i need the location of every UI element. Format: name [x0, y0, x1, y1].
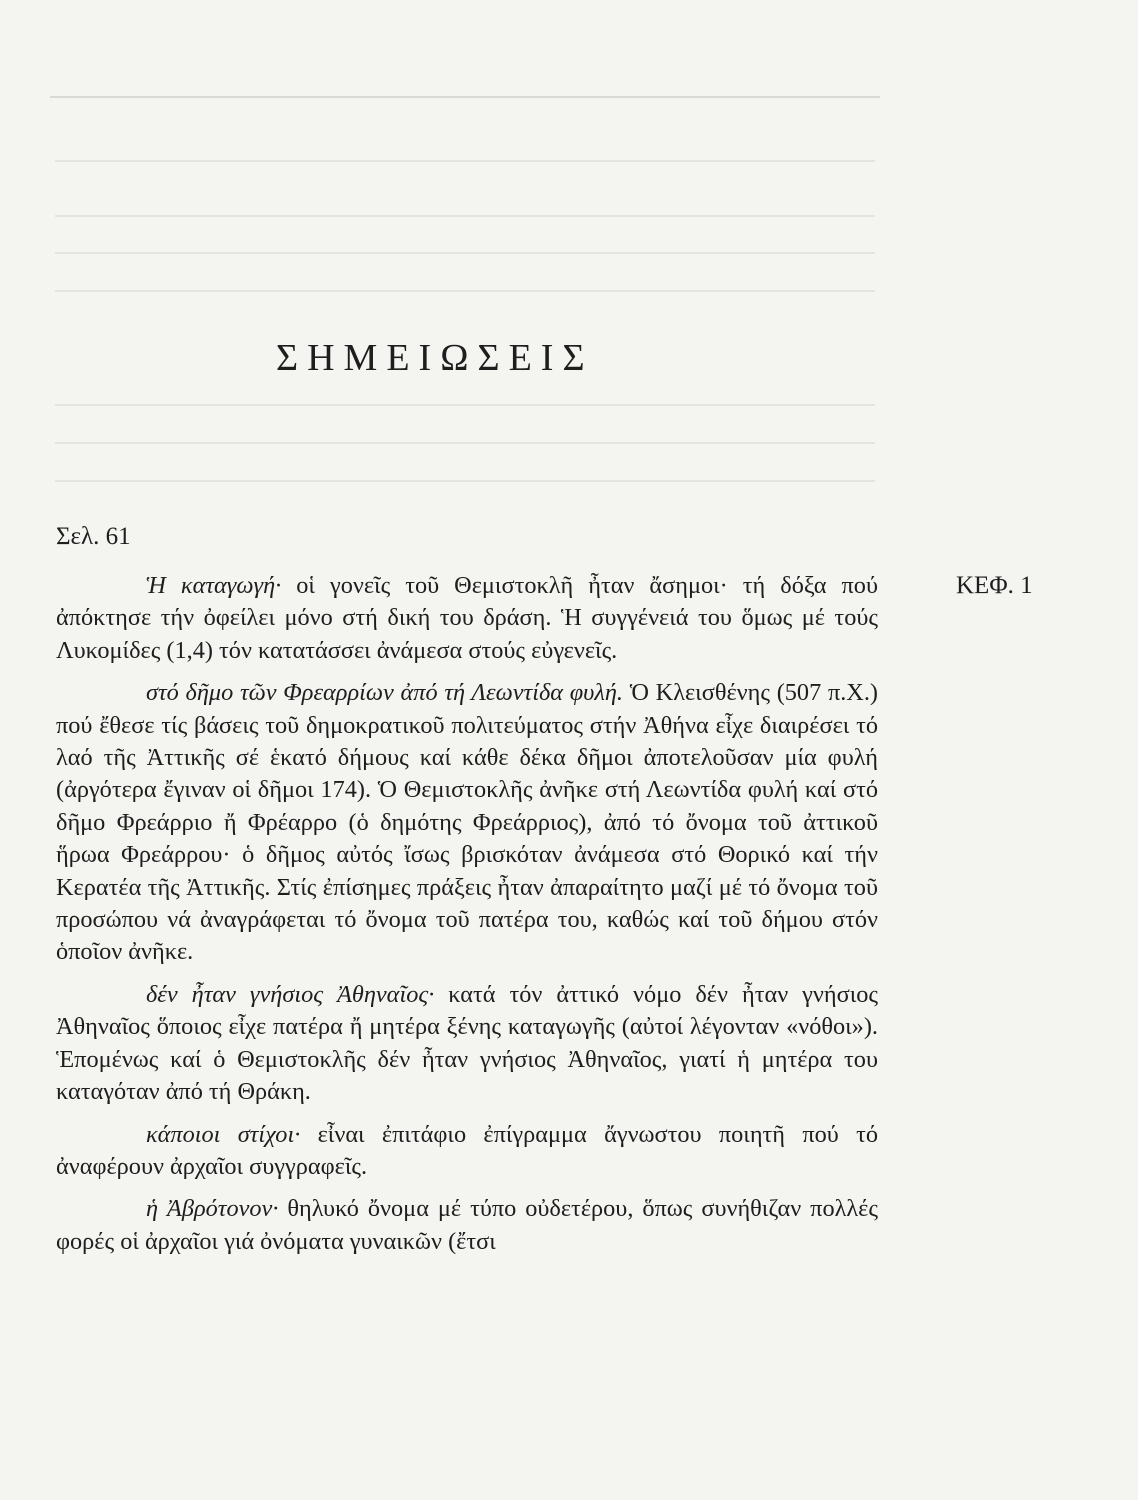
note-lemma: κάποιοι στίχοι·: [146, 1120, 301, 1148]
note-entry: [56, 1193, 878, 1258]
note-entry: [56, 979, 878, 1109]
notes-list: [56, 570, 878, 1268]
note-entry: [56, 570, 878, 667]
show-through-line: [55, 290, 875, 292]
show-through-line: [55, 442, 875, 444]
page-title: ΣΗΜΕΙΩΣΕΙΣ: [276, 337, 594, 379]
note-text: εἶναι ἐπιτάφιο ἐπίγραμμα ἄγνωστου ποιητῆ πού τό ἀναφέρουν ἀρχαῖοι συγγραφεῖς.: [56, 1120, 878, 1180]
note-text: οἱ γονεῖς τοῦ Θεμιστοκλῆ ἦταν ἄσημοι· τή δόξα πού ἀπόκτησε τήν ὀφείλει μόνο στή δική του δράση. Ἡ συγγένειά του ὅμως μέ τούς Λυκομίδες (1,4) τόν κατατάσσει ἀνάμεσα στούς εὐγενεῖς.: [56, 572, 878, 664]
show-through-line: [55, 160, 875, 162]
note-entry: [56, 1119, 878, 1184]
note-entry: [56, 677, 878, 969]
show-through-line: [55, 404, 875, 406]
chapter-label: ΚΕΦ. 1: [956, 572, 1033, 599]
show-through-line: [55, 252, 875, 254]
note-lemma: ἡ Ἀβρότονον·: [146, 1195, 279, 1223]
note-lemma: στό δῆμο τῶν Φρεαρρίων ἀπό τή Λεωντίδα φυλή.: [146, 679, 623, 707]
show-through-line: [55, 480, 875, 482]
show-through-header-rule: [50, 96, 880, 98]
note-text: θηλυκό ὄνομα μέ τύπο οὐδετέρου, ὅπως συνήθιζαν πολλές φορές οἱ ἀρχαῖοι γιά ὀνόματα γυναικῶν (ἔτσι: [56, 1195, 878, 1255]
note-lemma: Ἡ καταγωγή·: [146, 572, 282, 599]
note-text: Ὁ Κλεισθένης (507 π.Χ.) πού ἔθεσε τίς βάσεις τοῦ δημοκρατικοῦ πολιτεύματος στήν Ἀθήνα εἶχε διαιρέσει τό λαό τῆς Ἀττικῆς σέ ἑκατό δήμους καί κάθε δέκα δῆμοι ἀποτελοῦσαν μία φυλή (ἀργότερα ἔγιναν οἱ δῆμοι 174). Ὁ Θεμιστοκλῆς ἀνῆκε στή Λεωντίδα φυλή καί στό δῆμο Φρεάρριο ἤ Φρέαρρο (ὁ δημότης Φρεάρριος), ἀπό τό ὄνομα τοῦ ἀττικοῦ ἥρωα Φρεάρρου· ὁ δῆμος αὐτός ἴσως βρισκόταν ἀνάμεσα στό Θορικό καί τήν Κερατέα τῆς Ἀττικῆς. Στίς ἐπίσημες πράξεις ἦταν ἀπαραίτητο μαζί μέ τό ὄνομα τοῦ προσώπου νά ἀναγράφεται τό ὄνομα τοῦ πατέρα του, καθώς καί τοῦ δήμου στόν ὁποῖον ἀνῆκε.: [56, 679, 878, 966]
note-lemma: δέν ἦταν γνήσιος Ἀθηναῖος·: [146, 980, 435, 1008]
page-reference: Σελ. 61: [56, 523, 131, 550]
show-through-line: [55, 215, 875, 217]
note-text: κατά τόν ἀττικό νόμο δέν ἦταν γνήσιος Ἀθηναῖος ὅποιος εἶχε πατέρα ἤ μητέρα ξένης καταγωγῆς (αὐτοί λέγονταν «νόθοι»). Ἑπομένως καί ὁ Θεμιστοκλῆς δέν ἦταν γνήσιος Ἀθηναῖος, γιατί ἡ μητέρα του καταγόταν ἀπό τή Θράκη.: [56, 980, 878, 1106]
